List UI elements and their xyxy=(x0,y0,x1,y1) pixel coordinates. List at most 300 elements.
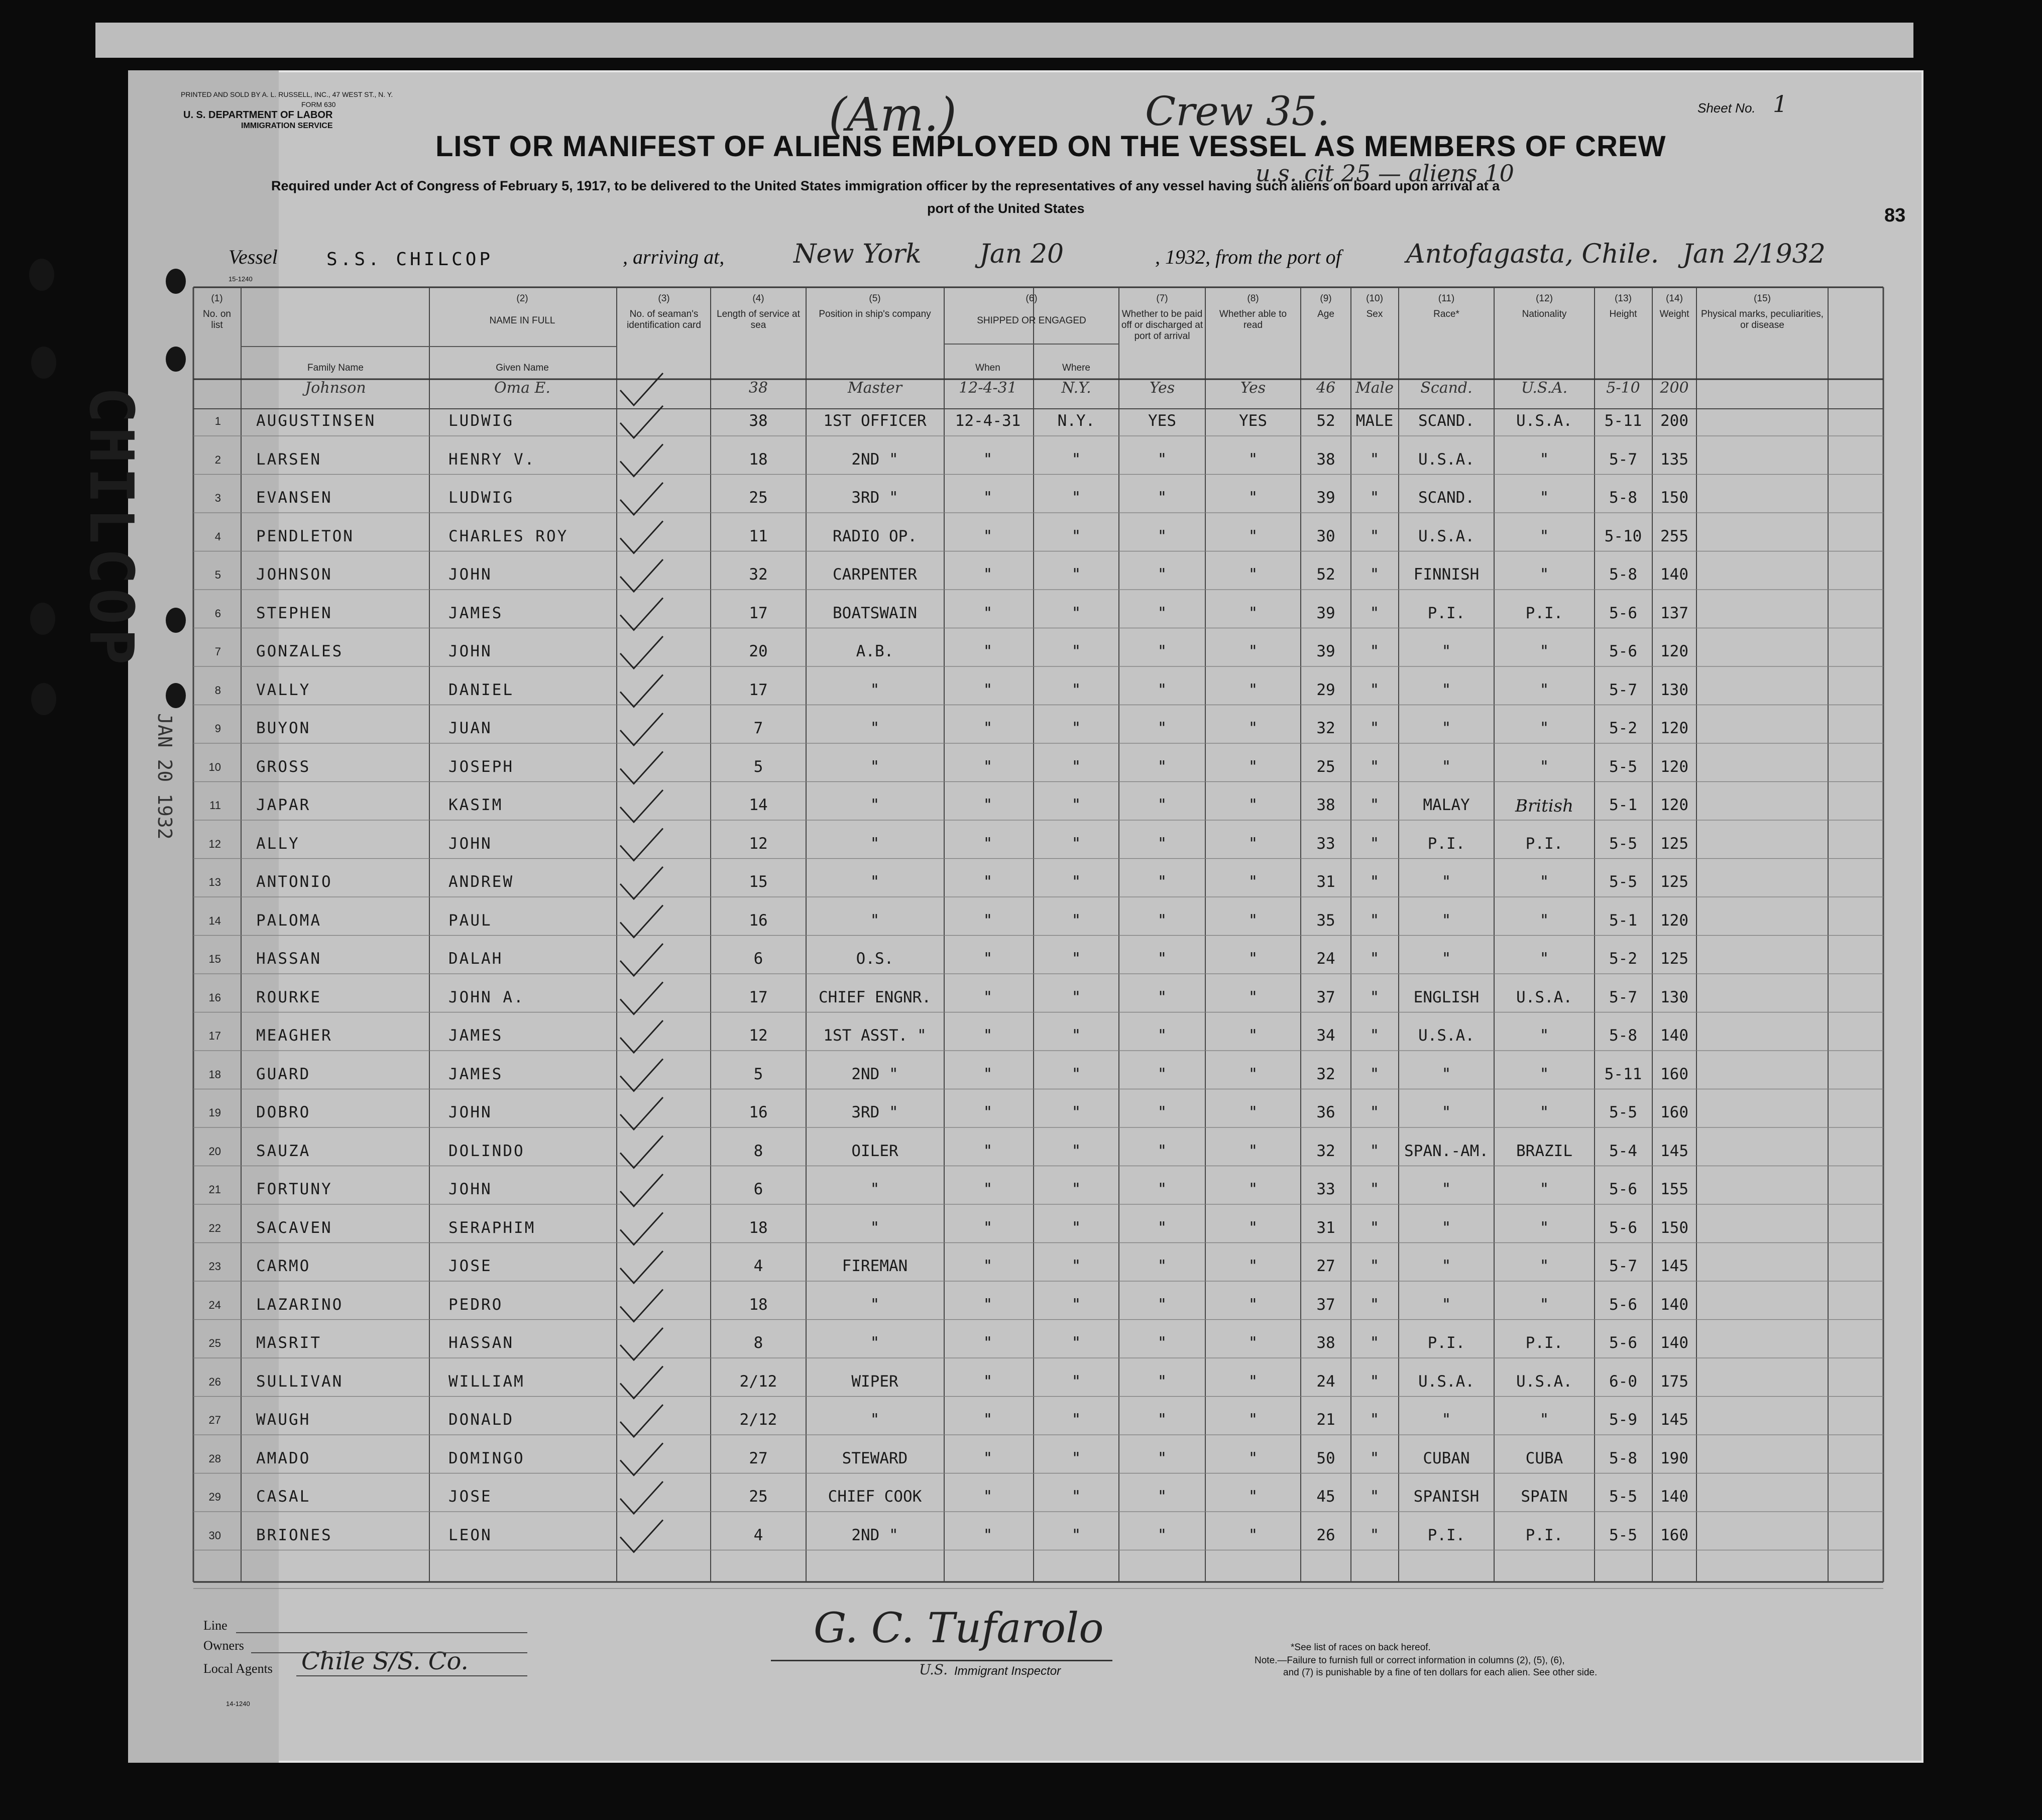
cell-where: " xyxy=(1071,1142,1081,1160)
check-mark-icon xyxy=(620,483,663,515)
cell-position: " xyxy=(870,757,880,776)
cell-read: " xyxy=(1248,1142,1258,1160)
cell-sex: " xyxy=(1370,719,1380,737)
column-number: (7) xyxy=(1156,293,1168,304)
cell-sex: " xyxy=(1370,604,1380,622)
cell-sex: " xyxy=(1370,680,1380,699)
cell-read: " xyxy=(1248,1526,1258,1544)
cell-age: 33 xyxy=(1316,1180,1335,1198)
cell-where: " xyxy=(1071,873,1081,891)
cell-height: 5-9 xyxy=(1609,1411,1637,1429)
cell-where: " xyxy=(1071,950,1081,968)
cell-sex: " xyxy=(1370,1065,1380,1083)
footer-owners-rule xyxy=(251,1652,527,1653)
cell-when: " xyxy=(983,950,993,968)
cell-height: 5-1 xyxy=(1609,796,1637,814)
cell-paid: " xyxy=(1157,1449,1167,1467)
cell-age: 45 xyxy=(1316,1488,1335,1506)
given-name: JOSE xyxy=(448,1488,492,1506)
cell-sex: " xyxy=(1370,1218,1380,1237)
column-header: Nationality xyxy=(1522,309,1567,319)
given-name: DONALD xyxy=(448,1411,514,1429)
cell-where: " xyxy=(1071,1488,1081,1506)
family-name: SAUZA xyxy=(256,1142,311,1160)
cell-race: SPANISH xyxy=(1413,1488,1480,1506)
cell-paid: " xyxy=(1157,565,1167,584)
cell-read: " xyxy=(1248,719,1258,737)
note-line-2: and (7) is punishable by a fine of ten dollars for each alien. See other side. xyxy=(1283,1667,1598,1678)
cell-sex: " xyxy=(1370,1142,1380,1160)
cell-position: " xyxy=(870,680,880,699)
cell-paid: " xyxy=(1157,796,1167,814)
row-number: 29 xyxy=(208,1491,221,1503)
check-mark-icon xyxy=(620,905,663,938)
column-number: (14) xyxy=(1666,293,1683,304)
cell-paid: " xyxy=(1157,834,1167,853)
cell-where: " xyxy=(1071,1065,1081,1083)
cell-sex: " xyxy=(1370,1027,1380,1045)
check-mark-icon xyxy=(620,598,663,630)
row-number: 18 xyxy=(208,1068,221,1081)
cell-race: U.S.A. xyxy=(1418,1372,1474,1391)
cell-service: 6 xyxy=(753,950,763,968)
column-header: Whether to be paid off or discharged at port of arrival xyxy=(1121,309,1203,342)
cell-when: " xyxy=(983,1526,993,1544)
column-number: (12) xyxy=(1536,293,1553,304)
family-name: BUYON xyxy=(256,719,311,737)
cell-nat: " xyxy=(1539,1065,1549,1083)
cell-when: " xyxy=(983,565,993,584)
cell-when: " xyxy=(983,988,993,1006)
family-name: CARMO xyxy=(256,1257,311,1275)
cell-position: WIPER xyxy=(851,1372,898,1391)
cell-when: " xyxy=(983,1103,993,1121)
master-service: 38 xyxy=(748,379,768,397)
cell-paid: " xyxy=(1157,1103,1167,1121)
given-name: JAMES xyxy=(448,604,503,622)
cell-paid: " xyxy=(1157,719,1167,737)
cell-position: O.S. xyxy=(856,950,894,968)
cell-age: 52 xyxy=(1316,565,1335,584)
cell-service: 7 xyxy=(753,719,763,737)
cell-nat: " xyxy=(1539,450,1549,469)
subheader-given: Given Name xyxy=(496,363,549,373)
family-name: JOHNSON xyxy=(256,565,332,584)
family-name: HASSAN xyxy=(256,950,321,968)
column-header: Race* xyxy=(1433,309,1459,319)
family-name: VALLY xyxy=(256,680,311,699)
cell-when: " xyxy=(983,1334,993,1352)
cell-position: 3RD " xyxy=(851,489,898,507)
stamp-vessel-name: CHILCOP xyxy=(76,387,146,669)
vessel-label: Vessel xyxy=(229,246,278,268)
cell-nat: " xyxy=(1539,873,1549,891)
cell-service: 12 xyxy=(749,1027,768,1045)
cell-age: 26 xyxy=(1316,1526,1335,1544)
column-header: No. of seaman's identification card xyxy=(627,309,701,330)
cell-read: " xyxy=(1248,489,1258,507)
cell-position: BOATSWAIN xyxy=(833,604,917,622)
cell-nat: " xyxy=(1539,1103,1549,1121)
cell-where: " xyxy=(1071,1526,1081,1544)
cell-height: 5-11 xyxy=(1604,1065,1642,1083)
row-number: 4 xyxy=(214,530,221,543)
cell-when: " xyxy=(983,873,993,891)
cell-race: U.S.A. xyxy=(1418,527,1474,545)
cell-service: 6 xyxy=(753,1180,763,1198)
row-number: 15 xyxy=(208,953,221,965)
cell-paid: " xyxy=(1157,642,1167,660)
cell-where: " xyxy=(1071,527,1081,545)
row-number: 12 xyxy=(208,837,221,850)
cell-where: " xyxy=(1071,489,1081,507)
row-number: 24 xyxy=(208,1298,221,1311)
given-name: JOSE xyxy=(448,1257,492,1275)
cell-service: 27 xyxy=(749,1449,768,1467)
cell-read: " xyxy=(1248,604,1258,622)
cell-height: 5-5 xyxy=(1609,834,1637,853)
cell-sex: " xyxy=(1370,873,1380,891)
cell-height: 5-6 xyxy=(1609,1180,1637,1198)
cell-position: FIREMAN xyxy=(842,1257,908,1275)
stamp-date: JAN 20 1932 xyxy=(154,713,176,840)
cell-sex: " xyxy=(1370,489,1380,507)
cell-when: " xyxy=(983,1218,993,1237)
cell-race: " xyxy=(1441,1103,1451,1121)
check-mark-icon xyxy=(620,790,663,822)
master-given: Oma E. xyxy=(494,379,550,397)
cell-read: " xyxy=(1248,757,1258,776)
cell-sex: " xyxy=(1370,796,1380,814)
margin-number: 83 xyxy=(1884,205,1906,226)
cell-position: 2ND " xyxy=(851,1526,898,1544)
cell-weight: 145 xyxy=(1660,1411,1688,1429)
check-mark-icon xyxy=(620,1213,663,1245)
row-number: 3 xyxy=(214,492,221,504)
cell-read: " xyxy=(1248,1295,1258,1314)
given-name: JOHN A. xyxy=(448,988,525,1006)
column-header: NAME IN FULL xyxy=(489,315,555,326)
given-name: JUAN xyxy=(448,719,492,737)
cell-read: " xyxy=(1248,1449,1258,1467)
row-number: 28 xyxy=(208,1452,221,1465)
cell-race: FINNISH xyxy=(1413,565,1480,584)
cell-height: 5-6 xyxy=(1609,1218,1637,1237)
cell-age: 34 xyxy=(1316,1027,1335,1045)
sailed-date: Jan 2/1932 xyxy=(1682,239,1826,269)
cell-when: 12-4-31 xyxy=(955,412,1021,430)
column-header: Physical marks, peculiarities, or disease xyxy=(1701,309,1824,330)
cell-position: " xyxy=(870,1334,880,1352)
column-number: (13) xyxy=(1615,293,1632,304)
master-age: 46 xyxy=(1316,379,1336,397)
cell-service: 12 xyxy=(749,834,768,853)
cell-height: 5-8 xyxy=(1609,1027,1637,1045)
cell-position: " xyxy=(870,911,880,930)
subtitle-1: Required under Act of Congress of February 5, 1917, to be delivered to the United States immigration officer by the representatives of any vessel having such aliens on board upon arrival at a xyxy=(271,178,1500,193)
page-title: LIST OR MANIFEST OF ALIENS EMPLOYED ON THE VESSEL AS MEMBERS OF CREW xyxy=(435,130,1666,163)
cell-nat: " xyxy=(1539,489,1549,507)
cell-where: " xyxy=(1071,642,1081,660)
check-mark-icon xyxy=(620,559,663,592)
family-name: GONZALES xyxy=(256,642,344,660)
cell-height: 5-2 xyxy=(1609,719,1637,737)
family-name: SACAVEN xyxy=(256,1218,332,1237)
cell-race: " xyxy=(1441,1411,1451,1429)
cell-nat: " xyxy=(1539,1180,1549,1198)
cell-when: " xyxy=(983,796,993,814)
column-number: (4) xyxy=(752,293,764,304)
cell-race: SCAND. xyxy=(1418,412,1474,430)
row-number: 22 xyxy=(208,1221,221,1234)
cell-where: " xyxy=(1071,1411,1081,1429)
cell-age: 32 xyxy=(1316,1065,1335,1083)
cell-position: " xyxy=(870,1411,880,1429)
cell-sex: " xyxy=(1370,1411,1380,1429)
column-header: Age xyxy=(1317,309,1334,319)
cell-where: " xyxy=(1071,1218,1081,1237)
check-mark-icon xyxy=(620,867,663,899)
master-nat: U.S.A. xyxy=(1521,379,1568,397)
check-mark-icon xyxy=(620,752,663,784)
cell-race: " xyxy=(1441,680,1451,699)
cell-nat: CUBA xyxy=(1525,1449,1563,1467)
cell-race: P.I. xyxy=(1427,1526,1465,1544)
given-name: HENRY V. xyxy=(448,450,536,469)
footer-line-rule xyxy=(236,1632,527,1633)
cell-paid: " xyxy=(1157,911,1167,930)
row-number: 11 xyxy=(209,799,221,812)
row-number: 7 xyxy=(214,645,221,658)
cell-sex: " xyxy=(1370,1295,1380,1314)
cell-weight: 190 xyxy=(1660,1449,1688,1467)
inspector-label: Immigrant Inspector xyxy=(954,1664,1061,1678)
cell-position: CHIEF ENGNR. xyxy=(819,988,931,1006)
column-header: Position in ship's company xyxy=(819,309,931,319)
family-name: JAPAR xyxy=(256,796,311,814)
printer-form: FORM 630 xyxy=(301,100,336,108)
cell-nat: " xyxy=(1539,1218,1549,1237)
cell-sex: " xyxy=(1370,1526,1380,1544)
cell-where: " xyxy=(1071,565,1081,584)
check-mark-icon xyxy=(620,1097,663,1129)
check-mark-icon xyxy=(620,982,663,1014)
column-header: SHIPPED OR ENGAGED xyxy=(977,315,1086,326)
cell-weight: 200 xyxy=(1660,412,1688,430)
cell-paid: " xyxy=(1157,1027,1167,1045)
cell-race: P.I. xyxy=(1427,604,1465,622)
cell-race: P.I. xyxy=(1427,834,1465,853)
cell-sex: " xyxy=(1370,642,1380,660)
family-name: CASAL xyxy=(256,1488,311,1506)
footer-agents-rule xyxy=(296,1675,527,1676)
cell-race: U.S.A. xyxy=(1418,450,1474,469)
cell-weight: 255 xyxy=(1660,527,1688,545)
cell-race: " xyxy=(1441,950,1451,968)
cell-nat: " xyxy=(1539,1257,1549,1275)
cell-where: N.Y. xyxy=(1057,412,1095,430)
cell-where: " xyxy=(1071,911,1081,930)
cell-race: ENGLISH xyxy=(1413,988,1480,1006)
cell-service: 8 xyxy=(753,1334,763,1352)
column-number: (2) xyxy=(516,293,528,304)
cell-position: 2ND " xyxy=(851,1065,898,1083)
master-weight: 200 xyxy=(1660,379,1689,397)
cell-height: 5-5 xyxy=(1609,873,1637,891)
cell-weight: 125 xyxy=(1660,834,1688,853)
given-name: PAUL xyxy=(448,911,492,930)
family-name: ANTONIO xyxy=(256,873,332,891)
given-name: DOLINDO xyxy=(448,1142,525,1160)
given-name: JOHN xyxy=(448,834,492,853)
column-number: (15) xyxy=(1754,293,1771,304)
cell-service: 25 xyxy=(749,489,768,507)
cell-height: 5-10 xyxy=(1604,527,1642,545)
cell-read: " xyxy=(1248,873,1258,891)
row-number: 26 xyxy=(208,1375,221,1388)
sheet-label: Sheet No. xyxy=(1697,100,1756,116)
cell-age: 24 xyxy=(1316,1372,1335,1391)
cell-when: " xyxy=(983,642,993,660)
row-number: 10 xyxy=(208,760,221,773)
cell-position: " xyxy=(870,796,880,814)
cell-when: " xyxy=(983,911,993,930)
subheader-family: Family Name xyxy=(307,363,364,373)
family-name: PALOMA xyxy=(256,911,321,930)
cell-sex: " xyxy=(1370,911,1380,930)
row-number: 17 xyxy=(208,1030,221,1042)
given-name: PEDRO xyxy=(448,1295,503,1314)
cell-weight: 120 xyxy=(1660,719,1688,737)
cell-age: 25 xyxy=(1316,757,1335,776)
check-mark-icon xyxy=(620,1251,663,1283)
cell-service: 17 xyxy=(749,988,768,1006)
given-name: DANIEL xyxy=(448,680,514,699)
cell-position: OILER xyxy=(851,1142,898,1160)
column-header: Sex xyxy=(1366,309,1383,319)
cell-read: " xyxy=(1248,680,1258,699)
cell-service: 16 xyxy=(749,911,768,930)
cell-paid: " xyxy=(1157,527,1167,545)
cell-position: " xyxy=(870,1295,880,1314)
cell-weight: 120 xyxy=(1660,796,1688,814)
cell-read: " xyxy=(1248,1218,1258,1237)
cell-nat: P.I. xyxy=(1525,1526,1563,1544)
family-name: WAUGH xyxy=(256,1411,311,1429)
cell-race: CUBAN xyxy=(1423,1449,1470,1467)
cell-where: " xyxy=(1071,988,1081,1006)
cell-weight: 120 xyxy=(1660,642,1688,660)
cell-height: 5-11 xyxy=(1604,412,1642,430)
check-mark-icon xyxy=(620,1405,663,1437)
cell-nat: " xyxy=(1539,565,1549,584)
note-line-1: Note.—Failure to furnish full or correct information in columns (2), (5), (6), xyxy=(1255,1655,1565,1666)
cell-paid: " xyxy=(1157,450,1167,469)
check-mark-icon xyxy=(620,373,663,405)
cell-height: 5-7 xyxy=(1609,988,1637,1006)
cell-position: " xyxy=(870,1218,880,1237)
cell-service: 5 xyxy=(753,1065,763,1083)
cell-where: " xyxy=(1071,450,1081,469)
cell-age: 33 xyxy=(1316,834,1335,853)
cell-paid: " xyxy=(1157,1334,1167,1352)
cell-height: 6-0 xyxy=(1609,1372,1637,1391)
cell-read: " xyxy=(1248,1411,1258,1429)
cell-weight: 140 xyxy=(1660,1027,1688,1045)
cell-service: 5 xyxy=(753,757,763,776)
cell-read: " xyxy=(1248,1103,1258,1121)
cell-nat: U.S.A. xyxy=(1516,412,1572,430)
cell-sex: " xyxy=(1370,834,1380,853)
cell-paid: " xyxy=(1157,873,1167,891)
cell-position: " xyxy=(870,719,880,737)
cell-when: " xyxy=(983,757,993,776)
cell-read: " xyxy=(1248,834,1258,853)
master-height: 5-10 xyxy=(1606,379,1640,397)
family-name: ALLY xyxy=(256,834,300,853)
cell-paid: " xyxy=(1157,1142,1167,1160)
cell-nat: SPAIN xyxy=(1521,1488,1568,1506)
cell-height: 5-7 xyxy=(1609,450,1637,469)
row-number: 30 xyxy=(208,1529,221,1542)
cell-weight: 130 xyxy=(1660,988,1688,1006)
subheader-when: When xyxy=(975,363,1000,373)
cell-age: 39 xyxy=(1316,604,1335,622)
cell-when: " xyxy=(983,604,993,622)
cell-when: " xyxy=(983,1257,993,1275)
cell-where: " xyxy=(1071,757,1081,776)
check-mark-icon xyxy=(620,1482,663,1514)
cell-age: 50 xyxy=(1316,1449,1335,1467)
cell-read: " xyxy=(1248,1488,1258,1506)
check-mark-icon xyxy=(620,1059,663,1091)
cell-service: 17 xyxy=(749,680,768,699)
cell-service: 15 xyxy=(749,873,768,891)
cell-when: " xyxy=(983,1065,993,1083)
given-name: DOMINGO xyxy=(448,1449,525,1467)
cell-height: 5-8 xyxy=(1609,489,1637,507)
cell-nat: " xyxy=(1539,757,1549,776)
cell-weight: 150 xyxy=(1660,489,1688,507)
cell-paid: " xyxy=(1157,1411,1167,1429)
cell-service: 25 xyxy=(749,1488,768,1506)
family-name: AUGUSTINSEN xyxy=(256,412,376,430)
cell-when: " xyxy=(983,1180,993,1198)
cell-where: " xyxy=(1071,1027,1081,1045)
cell-age: 36 xyxy=(1316,1103,1335,1121)
column-number: (6) xyxy=(1026,293,1038,304)
cell-nat: P.I. xyxy=(1525,604,1563,622)
cell-service: 14 xyxy=(749,796,768,814)
cell-weight: 135 xyxy=(1660,450,1688,469)
family-name: GROSS xyxy=(256,757,311,776)
cell-height: 5-6 xyxy=(1609,1334,1637,1352)
cell-nat: " xyxy=(1539,1027,1549,1045)
cell-weight: 145 xyxy=(1660,1257,1688,1275)
cell-age: 37 xyxy=(1316,988,1335,1006)
cell-read: " xyxy=(1248,642,1258,660)
cell-when: " xyxy=(983,1027,993,1045)
cell-age: 39 xyxy=(1316,489,1335,507)
cell-service: 20 xyxy=(749,642,768,660)
cell-position: CARPENTER xyxy=(833,565,917,584)
cell-when: " xyxy=(983,1449,993,1467)
cell-race: " xyxy=(1441,911,1451,930)
cell-when: " xyxy=(983,834,993,853)
agents-label: Local Agents xyxy=(203,1661,273,1676)
cell-nat: P.I. xyxy=(1525,834,1563,853)
row-number: 19 xyxy=(208,1106,221,1119)
